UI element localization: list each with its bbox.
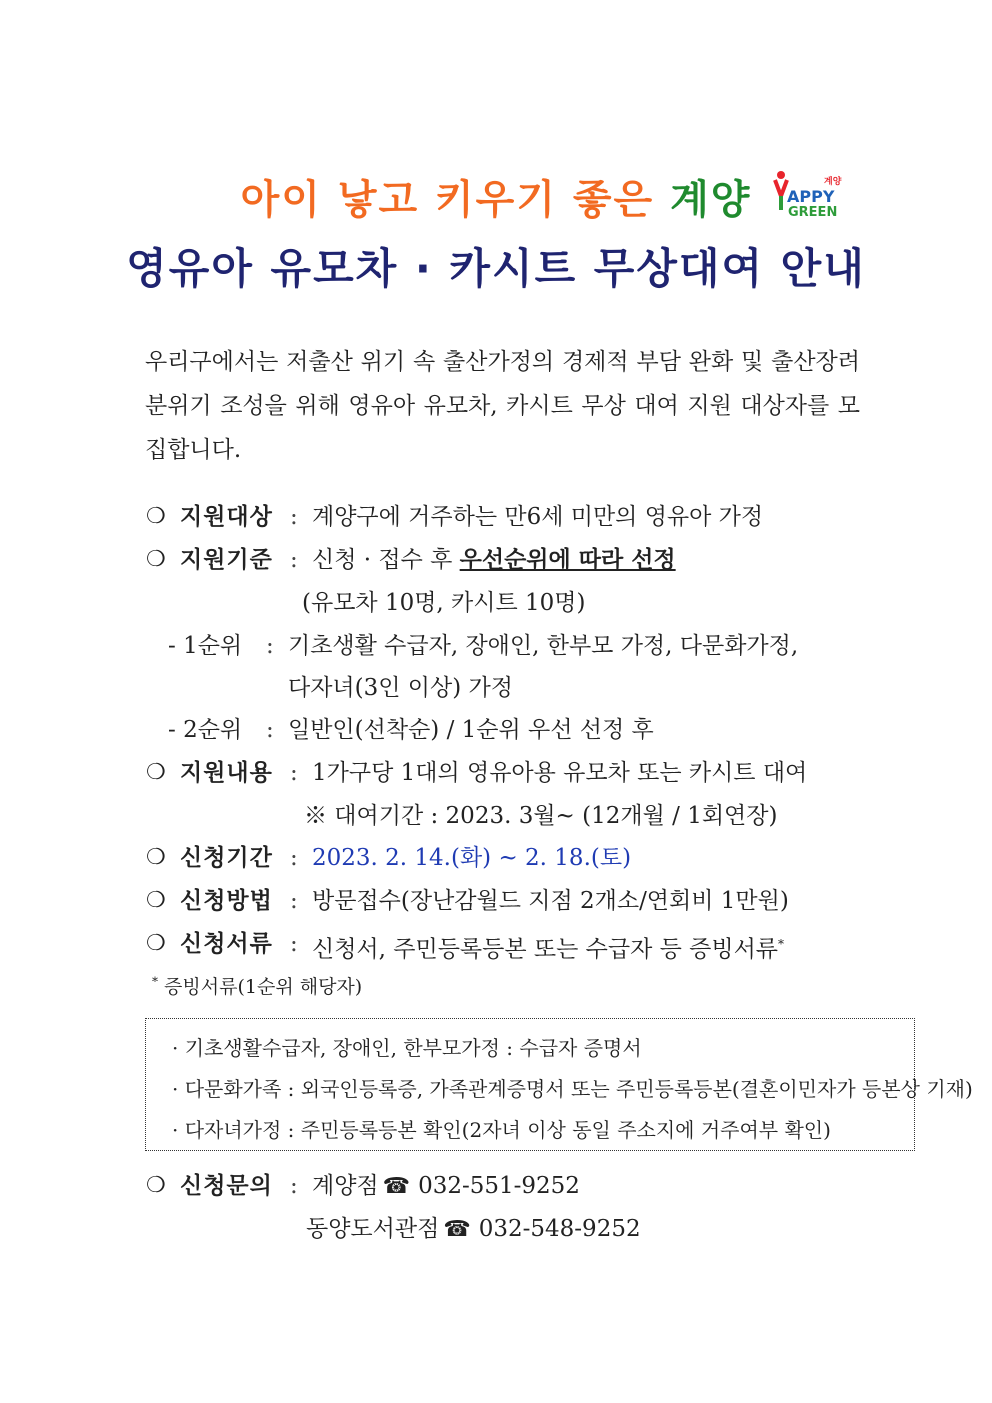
item-value: 방문접수(장난감월드 지점 2개소/연회비 1만원) — [312, 888, 789, 914]
inquiry-branch-1 — [312, 1168, 580, 1205]
circle-bullet-icon: ❍ — [146, 1173, 166, 1198]
circle-bullet-icon: ❍ — [146, 931, 166, 956]
item-label: 지원내용 — [180, 759, 273, 786]
phone-icon: ☎ — [443, 1217, 471, 1242]
circle-bullet-icon: ❍ — [146, 888, 166, 913]
branch-name: 계양점 — [312, 1173, 379, 1199]
criteria-prefix: 신청 · 접수 후 — [312, 547, 460, 573]
footnote-text: 증빙서류(1순위 해당자) — [164, 976, 363, 998]
rank1-label: - 1순위 — [168, 633, 243, 659]
content-note-text: ※ 대여기간 : 2023. 3월~ (12개월 / 1회연장) — [304, 803, 778, 829]
documents-box-row: · 다자녀가정 : 주민등록등본 확인(2자녀 이상 동일 주소지에 거주여부 확인) — [172, 1118, 831, 1142]
item-label: 신청문의 — [180, 1172, 273, 1199]
documents-box — [145, 1018, 973, 1151]
title-line-1-region: 계양 — [670, 177, 752, 223]
documents-text: 신청서, 주민등록등본 또는 수급자 등 증빙서류 — [312, 936, 779, 963]
inquiry-branch-2 — [306, 1211, 641, 1248]
phone-icon: ☎ — [382, 1174, 411, 1199]
item-value: 계양구에 거주하는 만6세 미만의 영유아 가정 — [312, 504, 764, 530]
criteria-underlined: 우선순위에 따라 선정 — [459, 546, 676, 573]
colon: : — [290, 845, 298, 871]
item-label: 신청방법 — [180, 887, 273, 914]
item-label: 지원대상 — [180, 503, 273, 530]
circle-bullet-icon: ❍ — [146, 760, 166, 785]
circle-bullet-icon: ❍ — [146, 547, 166, 572]
criteria-sub-text: (유모차 10명, 카시트 10명) — [302, 590, 586, 616]
colon: : — [290, 504, 298, 530]
documents-box-row: · 다문화가족 : 외국인등록증, 가족관계증명서 또는 주민등록등본(결혼이민자가 등본상 기재) — [172, 1077, 973, 1101]
item-value: 1가구당 1대의 영유아용 유모차 또는 카시트 대여 — [312, 760, 808, 786]
branch-phone: 032-548-9252 — [478, 1216, 641, 1242]
rank1-value: 기초생활 수급자, 장애인, 한부모 가정, 다문화가정, — [288, 633, 799, 659]
rank1-value-cont: 다자녀(3인 이상) 가정 — [288, 675, 513, 701]
documents-footnote — [152, 972, 362, 999]
colon: : — [290, 760, 298, 786]
item-label: 신청서류 — [180, 930, 273, 957]
circle-bullet-icon: ❍ — [146, 845, 166, 870]
title-line-1-main: 아이 낳고 키우기 좋은 — [240, 177, 671, 223]
logo-top-text: 계양 — [824, 177, 842, 187]
footnote-mark: * — [152, 974, 158, 989]
item-value — [312, 542, 676, 578]
happy-green-logo — [772, 170, 844, 218]
item-label: 지원기준 — [180, 546, 273, 573]
colon: : — [290, 1173, 298, 1199]
logo-bottom-text: GREEN — [788, 205, 838, 218]
branch-phone: 032-551-9252 — [418, 1173, 580, 1199]
branch-name: 동양도서관점 — [306, 1216, 440, 1242]
colon: : — [266, 633, 274, 659]
footnote-mark: * — [778, 937, 785, 951]
item-value — [312, 926, 784, 968]
colon: : — [290, 547, 298, 573]
colon: : — [290, 931, 298, 957]
logo-letters: APPY — [787, 187, 835, 206]
colon: : — [290, 888, 298, 914]
rank2-label: - 2순위 — [168, 717, 243, 743]
circle-bullet-icon: ❍ — [146, 504, 166, 529]
item-value: 2023. 2. 14.(화) ~ 2. 18.(토) — [312, 845, 632, 871]
colon: : — [266, 717, 274, 743]
rank2-value: 일반인(선착순) / 1순위 우선 선정 후 — [288, 717, 654, 743]
title-line-2: 영유아 유모차 · 카시트 무상대여 안내 — [126, 244, 866, 293]
intro-paragraph: 우리구에서는 저출산 위기 속 출산가정의 경제적 부담 완화 및 출산장려 분위기 조성을 위해 영유아 유모차, 카시트 무상 대여 지원 대상자를 모집합니다. — [145, 349, 860, 463]
item-label: 신청기간 — [180, 844, 273, 871]
documents-box-row: · 기초생활수급자, 장애인, 한부모가정 : 수급자 증명서 — [172, 1036, 642, 1060]
